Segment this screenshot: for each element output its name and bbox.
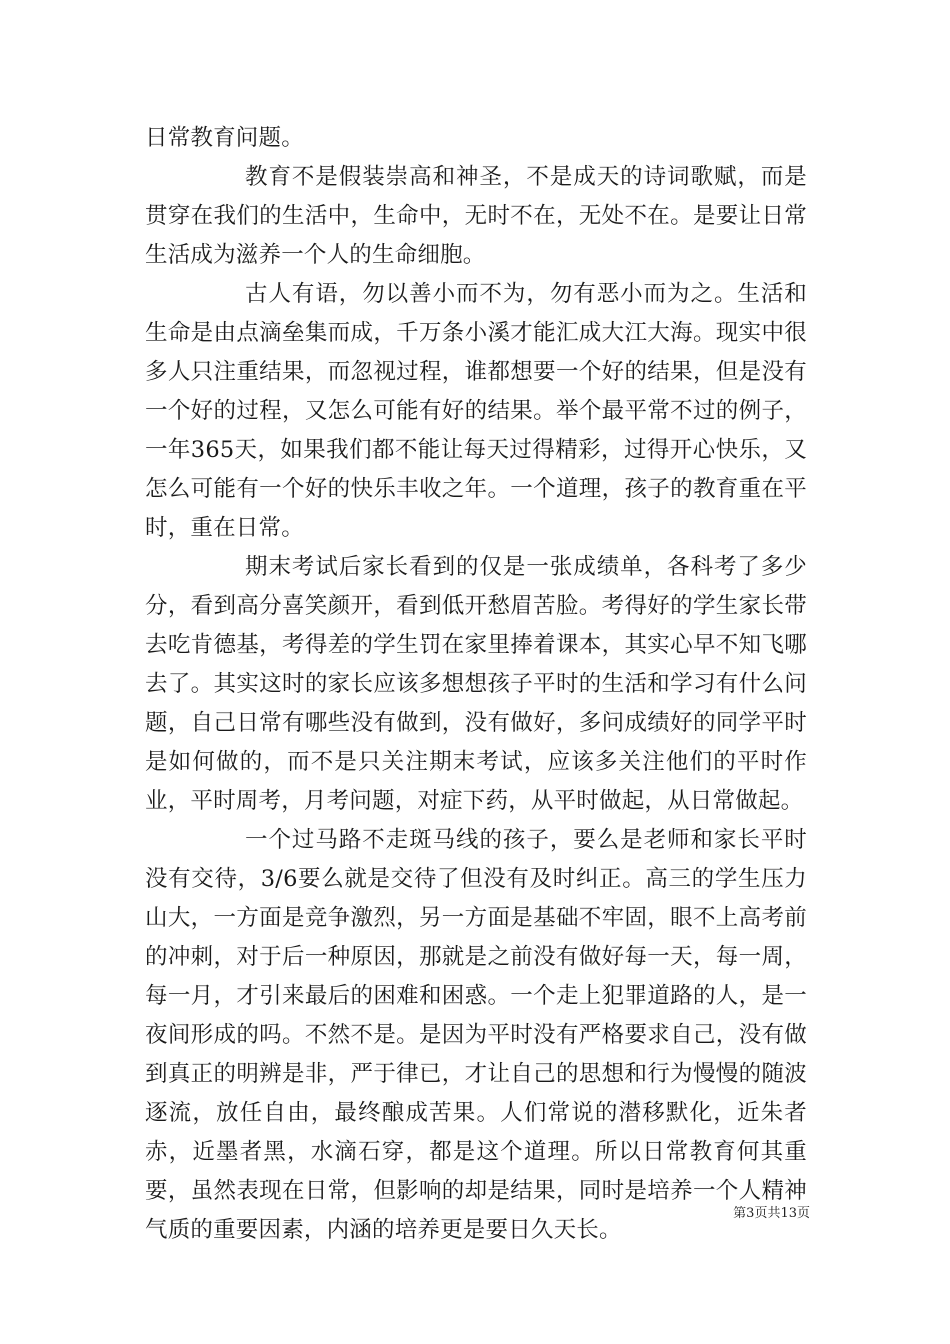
body-text (145, 119, 807, 1250)
paragraph-final-exams: 期末考试后家长看到的仅是一张成绩单，各科考了多少分，看到高分喜笑颜开，看到低开愁眉苦脸。考得好的学生家长带去吃肯德基，考得差的学生罚在家里捧着课本，其实心早不知飞哪去了。其实这时的家长应该多想想孩子平时的生活和学习有什么问题，自己日常有哪些没有做到，没有做好，多问成绩好的同学平时是如何做的，而不是只关注期末考试，应该多关注他们的平时作业，平时周考，月考问题，对症下药，从平时做起，从日常做起。 (145, 554, 807, 814)
paragraph-zebra-crossing: 一个过马路不走斑马线的孩子，要么是老师和家长平时没有交待，3/6要么就是交待了但没有及时纠正。高三的学生压力山大，一方面是竞争激烈，另一方面是基础不牢固，眼不上高考前的冲刺，对于后一种原因，那就是之前没有做好每一天，每一周，每一月，才引来最后的困难和困惑。一个走上犯罪道路的人，是一夜间形成的吗。不然不是。是因为平时没有严格要求自己，没有做到真正的明辨是非，严于律已，才让自己的思想和行为慢慢的随波逐流，放任自由，最终酿成苦果。人们常说的潜移默化，近朱者赤，近墨者黑，水滴石穿，都是这个道理。所以日常教育何其重要，虽然表现在日常，但影响的却是结果，同时是培养一个人精神气质的重要因素，内涵的培养更是要日久天长。 (145, 827, 807, 1243)
paragraph-education-in-daily-life: 教育不是假装崇高和神圣，不是成天的诗词歌赋，而是贯穿在我们的生活中，生命中，无时不在，无处不在。是要让日常生活成为滋养一个人的生命细胞。 (145, 164, 807, 268)
paragraph-continuation: 日常教育问题。 (145, 125, 304, 151)
page-number-footer: 第3页共13页 (733, 1206, 810, 1221)
paragraph-ancient-saying: 古人有语，勿以善小而不为，勿有恶小而为之。生活和生命是由点滴垒集而成，千万条小溪才能汇成大江大海。现实中很多人只注重结果，而忽视过程，谁都想要一个好的结果，但是没有一个好的过程，又怎么可能有好的结果。举个最平常不过的例子，一年365天，如果我们都不能让每天过得精彩，过得开心快乐，又怎么可能有一个好的快乐丰收之年。一个道理，孩子的教育重在平时，重在日常。 (145, 281, 807, 541)
